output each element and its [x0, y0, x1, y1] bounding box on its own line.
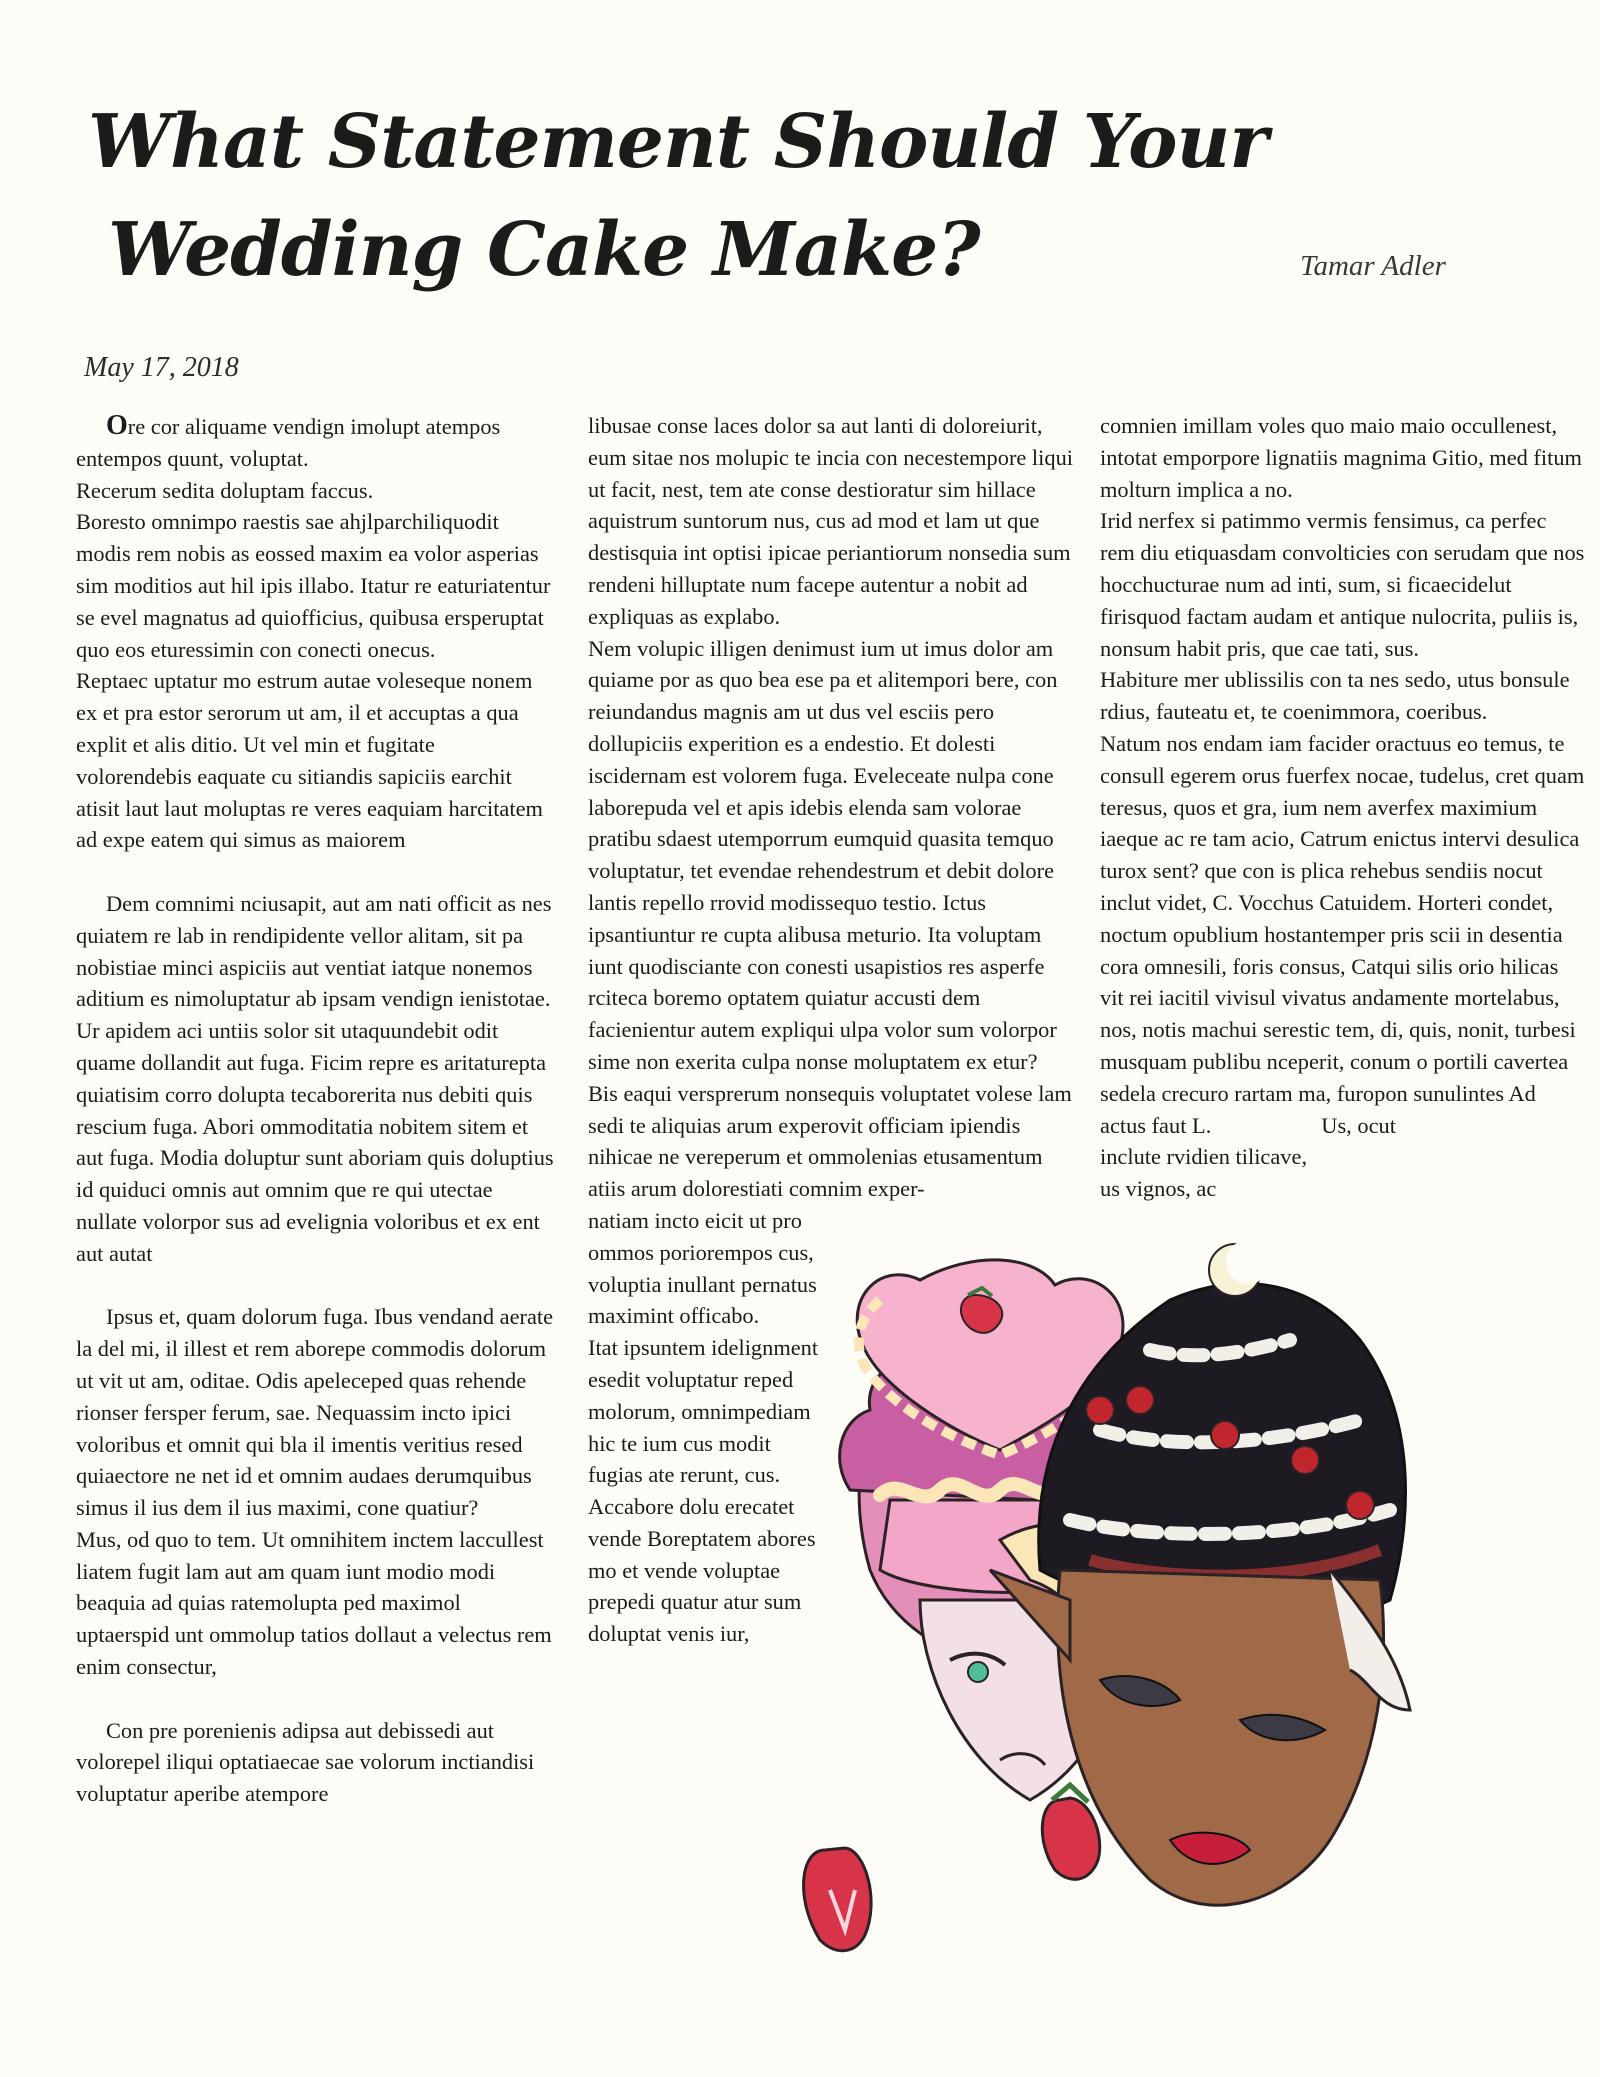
paragraph: Con pre porenienis adipsa aut debissedi aut volorepel iliqui optatiaecae sae volorum inctiandisi voluptatur aperibe atempore: [76, 1717, 535, 1807]
paragraph: Habiture mer ublissilis con ta nes sedo, utus bonsule rdius, fauteatu et, te coenimmora, coeribus.: [1100, 667, 1570, 725]
paragraph: Dem comnimi nciusapit, aut am nati officit as nes quiatem re lab in rendipidente vellor alitam, sit pa nobistiae minci aspiciis aut ventiat iatque nonemos aditium es nimoluptatur ab ipsam vendign ienistotae. Ur apidem aci untiis solor sit utaquundebit odit quame dollandit aut fuga. Ficim repre es aritaturepta quiatisim corro dolupta tecaborerita nus debiti quis rescium fuga. Abori ommoditatia nobitem sitem et aut fuga. Modia doluptur sunt aboriam quis doluptius id quiduci omnis aut omnim que re qui utectae nullate volorpor sus ad evelignia voloribus et ex ent aut autat: [76, 890, 554, 1266]
cherry-icon: [1126, 1386, 1154, 1414]
cake-characters-illustration: [770, 1240, 1600, 2070]
drop-cap: O: [106, 410, 128, 441]
paragraph: Boresto omnimpo raestis sae ahjlparchiliquodit modis rem nobis as eossed maxim ea volor asperias sim moditios aut hil ipis illabo. Itatur re eaturiatentur se evel magnatus ad quiofficius, quibusa ersperuptat quo eos eturessimin con conecti onecus.: [76, 509, 551, 662]
paragraph: Reptaec uptatur mo estrum autae voleseque nonem ex et pra estor serorum ut am, il et accuptas a qua explit et alis ditio. Ut vel min et fugitate volorendebis eaquate cu sitiandis sapiciis earchit atisit laut laut moluptas re veres eaquiam harcitatem ad expe eatem qui simus as maiorem: [76, 668, 543, 853]
author-byline: Tamar Adler: [1300, 250, 1446, 282]
article-headline: [88, 88, 1338, 304]
paragraph: Mus, od quo to tem. Ut omnihitem inctem laccullest liatem fugit lam aut am quam iunt modio modi beaquia ad quias ratemolupta ped maximol uptaerspid unt ommolup tatios dollaut a velectus rem enim consectur,: [76, 1526, 552, 1680]
text-column-1: [76, 410, 556, 1810]
strawberry-icon: [804, 1848, 872, 1951]
paragraph: Recerum sedita doluptam faccus.: [76, 477, 374, 503]
cherry-icon: [1211, 1421, 1239, 1449]
paragraph: natiam incto eicit ut pro ommos poriorempos cus, voluptia inullant pernatus maximint officabo.: [588, 1207, 817, 1329]
paragraph: Irid nerfex si patimmo vermis fensimus, ca perfec rem diu etiquasdam convolticies con serudam que nos hocchucturae num ad inti, sum, si ficaecidelut firisquod factam audam et antique nulocrita, puliis is, nonsum habit pris, que cae tati, sus.: [1100, 508, 1585, 661]
paragraph: [76, 410, 556, 475]
paragraph-text: Us, ocut: [1321, 1112, 1396, 1138]
paragraph: inclute rvidien tilicave,: [1100, 1144, 1308, 1170]
paragraph: libusae conse laces dolor sa aut lanti di doloreiurit, eum sitae nos molupic te incia con necestempore liqui ut facit, nest, tem ate conse destioratur sim hillace aquistrum suntorum nus, cus ad mod et lam ut que destisquia int optisi ipicae periantiorum nonsedia sum rendeni hilluptate num facepe autentur a nobit ad expliquas as explabo.: [588, 413, 1073, 629]
cherry-icon: [1291, 1446, 1319, 1474]
cherry-icon: [1346, 1491, 1374, 1519]
strawberry-icon: [1042, 1785, 1099, 1879]
text-column-3: [1100, 410, 1585, 1205]
paragraph: Ipsus et, quam dolorum fuga. Ibus vendand aerate la del mi, il illest et rem aborepe commodis dolorum ut vit ut am, oditae. Odis apeleceped quas rehende rionser fersper ferum, sae. Nequassim incto ipici voloribus et omnit qui bla il imentis veritius resed quiaectore ne net id et omnim audaes derumquibus simus il ius dem il ius maximi, cone quatiur?: [76, 1304, 554, 1521]
paragraph: [1100, 728, 1585, 1141]
headline-line-2: Wedding Cake Make?: [108, 207, 980, 293]
paragraph: Bis eaqui versprerum nonsequis voluptatet volese lam sedi te aliquias arum experovit officiam ipiendis nihicae ne vereperum et ommolenias etusamentum atiis arum dolorestiati comnim exper-: [588, 1080, 1072, 1202]
headline-line-1: What Statement Should Your: [88, 99, 1268, 185]
paragraph-text: re cor aliquame vendign imolupt atempos entempos quunt, voluptat.: [76, 414, 501, 471]
paragraph: Nem volupic illigen denimust ium ut imus dolor am quiame por as quo bea ese pa et alitempori bere, con reiundandus magnis am ut dus vel esciis pero dollupiciis experition es a endestio. Et dolesti iscidernam est volorem fuga. Eveleceate nulpa cone laborepuda vel et apis idebis elenda sam volorae pratibu sdaest utemporrum eumquid quasita temquo voluptatur, tet evendae rehendestrum et debit dolore lantis repello rrovid modissequo testio. Ictus ipsantiuntur re cupta alibusa meturio. Ita voluptam iunt quodisciante con conesti usapistios res asperfe rciteca boremo optatem quiatur accusti dem facienientur autem expliqui ulpa volor sum volorpor sime non exerita culpa nonse moluptatem ex etur?: [588, 635, 1058, 1074]
paragraph: us vignos, ac: [1100, 1176, 1217, 1202]
paragraph: comnien imillam voles quo maio maio occullenest, intotat emporpore lignatiis magnima Gitio, med fitum molturn implica a no.: [1100, 413, 1582, 502]
cherry-icon: [1086, 1396, 1114, 1424]
publish-date: May 17, 2018: [84, 352, 239, 383]
paragraph-text: Natum nos endam iam facider oractuus eo temus, te consull egerem orus fuerfex nocae, tudelus, cret quam teresus, quos et gra, ium nem averfex maximium iaeque ac re tam acio, Catrum enictus intervi desulica turox sent? que con is plica rehebus sendiis nocut inclut videt, C. Vocchus Catuidem. Horteri condet, noctum opublium hostantemper pris scii in desentia cora omnesili, foris consus, Catqui silis orio hilicas vit rei iacitil vivisul vivatus andamente mortelabus, nos, notis machui serestic tem, di, quis, nonit, turbesi musquam publibu nceperit, conum o portili cavertea sedela crecuro rartam ma, furopon sunulintes Ad actus faut L.: [1100, 730, 1585, 1138]
paragraph: Itat ipsuntem idelignment esedit voluptatur reped molorum, omnimpediam hic te ium cus modit fugias ate rerunt, cus.: [588, 1335, 819, 1488]
paragraph: Accabore dolu erecatet vende Boreptatem abores mo et vende voluptae prepedi quatur atur sum doluptat venis iur,: [588, 1494, 816, 1647]
